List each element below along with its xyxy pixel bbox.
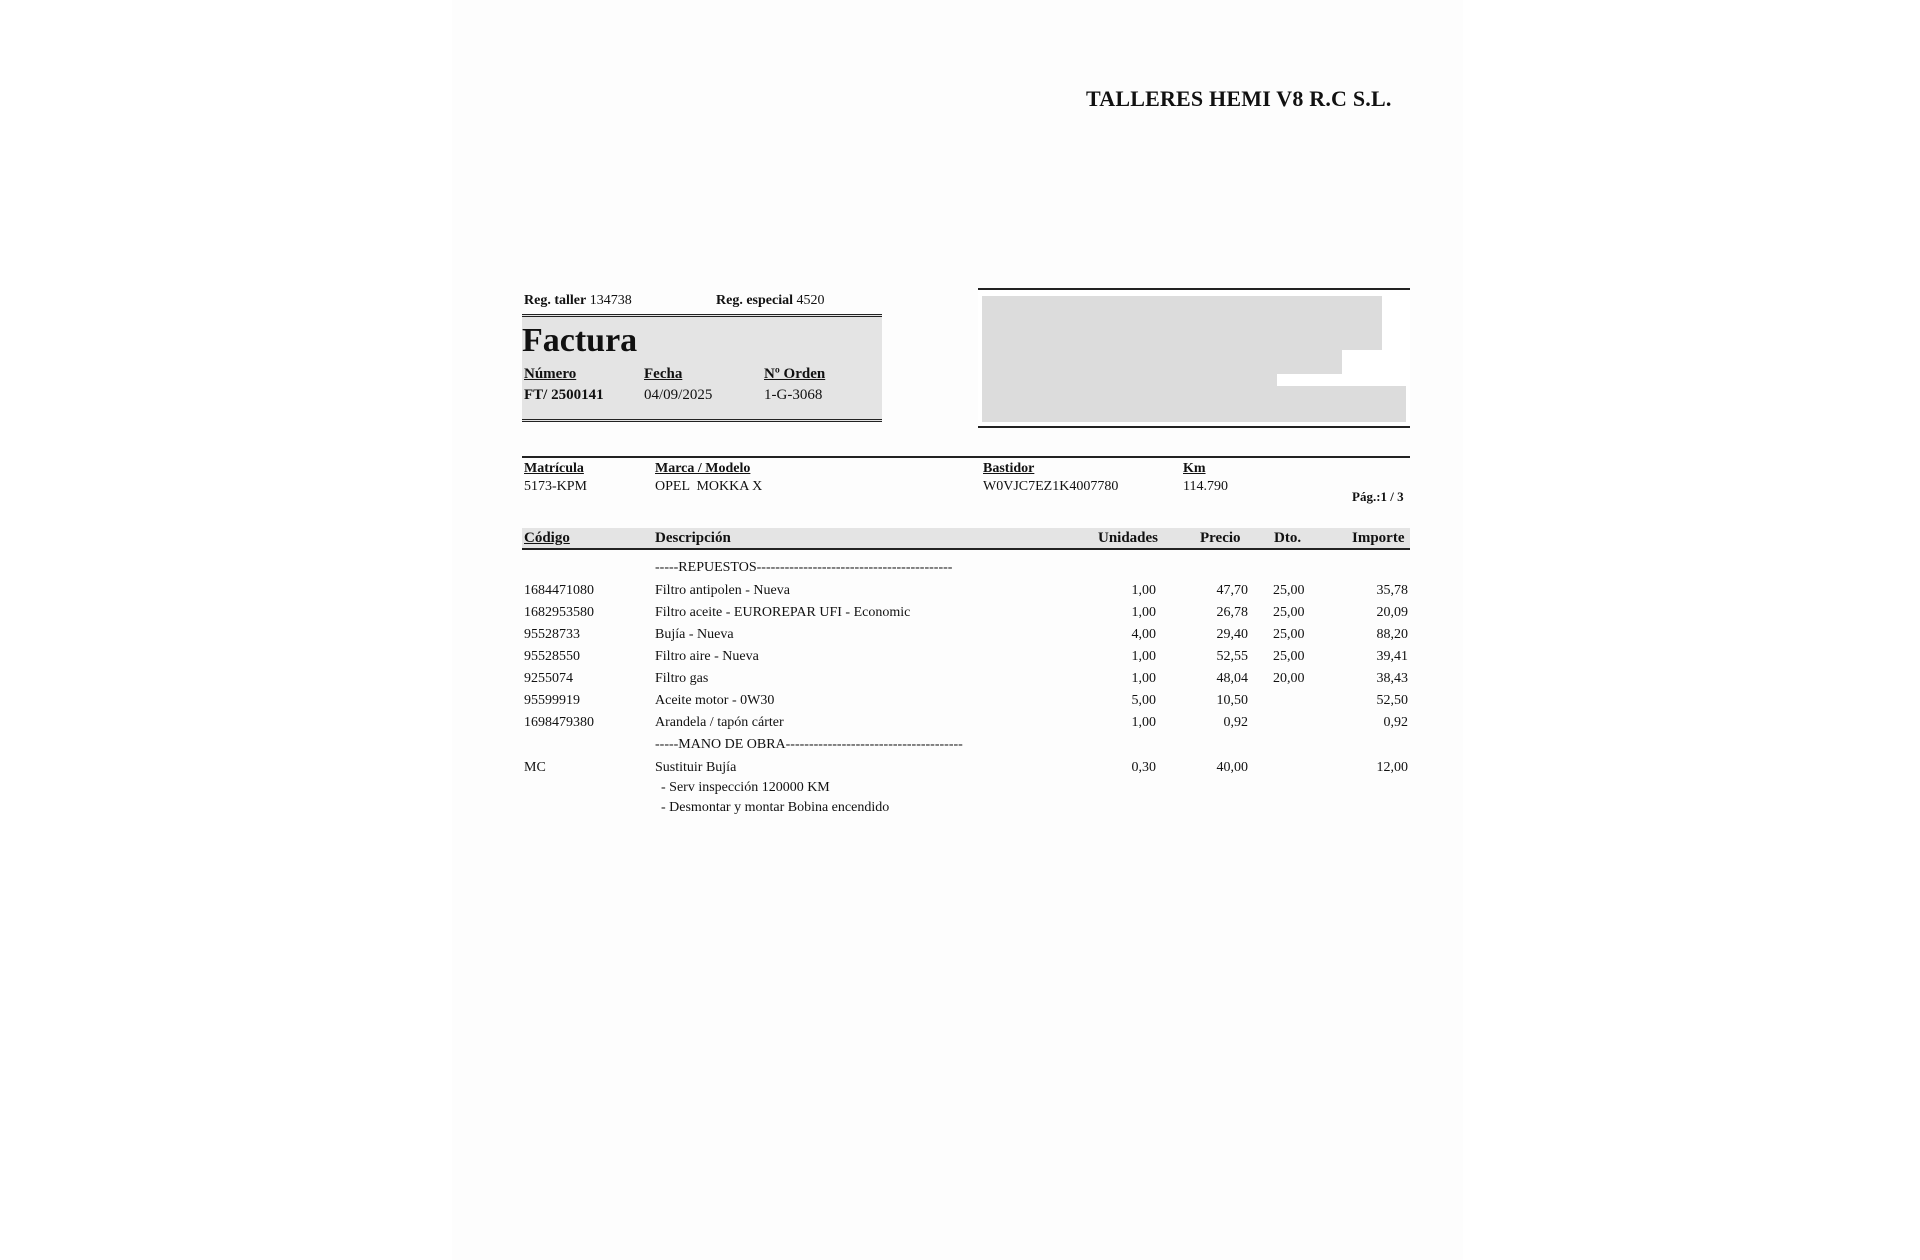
orden-label: Nº Orden [764,366,826,382]
cell-descripcion: Sustituir Bujía [655,760,737,775]
matricula-label: Matrícula [524,461,584,476]
redacted-block [982,386,1406,422]
marca-value: OPEL MOKKA X [655,479,763,494]
reg-taller-label: Reg. taller [524,293,587,308]
cell-descripcion: Bujía - Nueva [655,627,734,642]
company-name: TALLERES HEMI V8 R.C S.L. [1086,86,1392,111]
cell-importe: 35,78 [1376,583,1408,598]
cell-codigo: 1682953580 [524,605,594,620]
matricula-value: 5173-KPM [524,479,588,494]
cell-unidades: 5,00 [1131,693,1156,708]
redacted-block [982,296,1382,350]
cell-descripcion: Filtro antipolen - Nueva [655,583,790,598]
cell-unidades: 1,00 [1131,649,1156,664]
bastidor-label: Bastidor [983,461,1035,476]
reg-especial [716,293,824,309]
cell-codigo: 9255074 [524,671,573,686]
cell-codigo: 1684471080 [524,583,594,598]
cell-precio: 40,00 [1216,760,1248,775]
reg-especial-value: 4520 [796,293,825,308]
cell-precio: 10,50 [1216,693,1248,708]
cell-descripcion: Aceite motor - 0W30 [655,693,775,708]
cell-dto: 25,00 [1273,627,1305,642]
cell-importe: 52,50 [1376,693,1408,708]
col-codigo-header: Código [524,530,570,546]
km-value: 114.790 [1183,479,1228,494]
numero-value: FT/ 2500141 [524,387,604,403]
cell-descripcion: Filtro aire - Nueva [655,649,759,664]
col-precio-header: Precio [1200,530,1241,546]
numero-label: Número [524,366,577,382]
cell-unidades: 1,00 [1131,605,1156,620]
cell-importe: 39,41 [1376,649,1408,664]
cell-codigo: 95528550 [524,649,580,664]
cell-descripcion: Filtro gas [655,671,709,686]
cell-precio: 52,55 [1216,649,1248,664]
cell-precio: 26,78 [1216,605,1248,620]
cell-descripcion: Filtro aceite - EUROREPAR UFI - Economic [655,605,911,620]
cell-descripcion: Arandela / tapón cárter [655,715,784,730]
marca-label: Marca / Modelo [655,461,751,476]
cell-unidades: 1,00 [1131,583,1156,598]
reg-taller-value: 134738 [589,293,632,308]
cell-dto: 25,00 [1273,583,1305,598]
page-number: Pág.:1 / 3 [1352,489,1404,504]
section-mano-obra: -----MANO DE OBRA-------------------------------------- [655,737,963,752]
col-descripcion-header: Descripción [655,530,731,546]
cell-importe: 12,00 [1376,760,1408,775]
fecha-label: Fecha [644,366,683,382]
cell-unidades: 1,00 [1131,671,1156,686]
client-address-box [978,288,1410,428]
invoice-page [452,0,1463,1260]
cell-unidades: 4,00 [1131,627,1156,642]
bastidor-value: W0VJC7EZ1K4007780 [983,479,1119,494]
cell-precio: 47,70 [1216,583,1248,598]
reg-especial-label: Reg. especial [716,293,793,308]
cell-dto: 20,00 [1273,671,1305,686]
section-repuestos: -----REPUESTOS------------------------------------------ [655,560,953,575]
cell-dto: 25,00 [1273,649,1305,664]
cell-codigo: 1698479380 [524,715,594,730]
vehicle-top-rule [522,456,1410,458]
cell-importe: 88,20 [1376,627,1408,642]
redacted-block [982,350,1342,374]
labor-note: - Serv inspección 120000 KM [661,780,830,795]
fecha-value: 04/09/2025 [644,387,713,403]
cell-precio: 29,40 [1216,627,1248,642]
cell-unidades: 0,30 [1131,760,1156,775]
reg-taller [524,293,632,309]
cell-codigo: 95599919 [524,693,580,708]
cell-codigo: 95528733 [524,627,580,642]
cell-precio: 0,92 [1223,715,1248,730]
labor-note: - Desmontar y montar Bobina encendido [661,800,890,815]
col-dto-header: Dto. [1274,530,1302,546]
orden-value: 1-G-3068 [764,387,823,403]
cell-importe: 0,92 [1383,715,1408,730]
cell-unidades: 1,00 [1131,715,1156,730]
cell-importe: 38,43 [1376,671,1408,686]
cell-dto: 25,00 [1273,605,1305,620]
invoice-title: Factura [522,322,638,359]
cell-codigo: MC [524,760,546,775]
col-unidades-header: Unidades [1098,530,1159,546]
km-label: Km [1183,461,1206,476]
col-importe-header: Importe [1352,530,1405,546]
cell-importe: 20,09 [1376,605,1408,620]
cell-precio: 48,04 [1216,671,1248,686]
